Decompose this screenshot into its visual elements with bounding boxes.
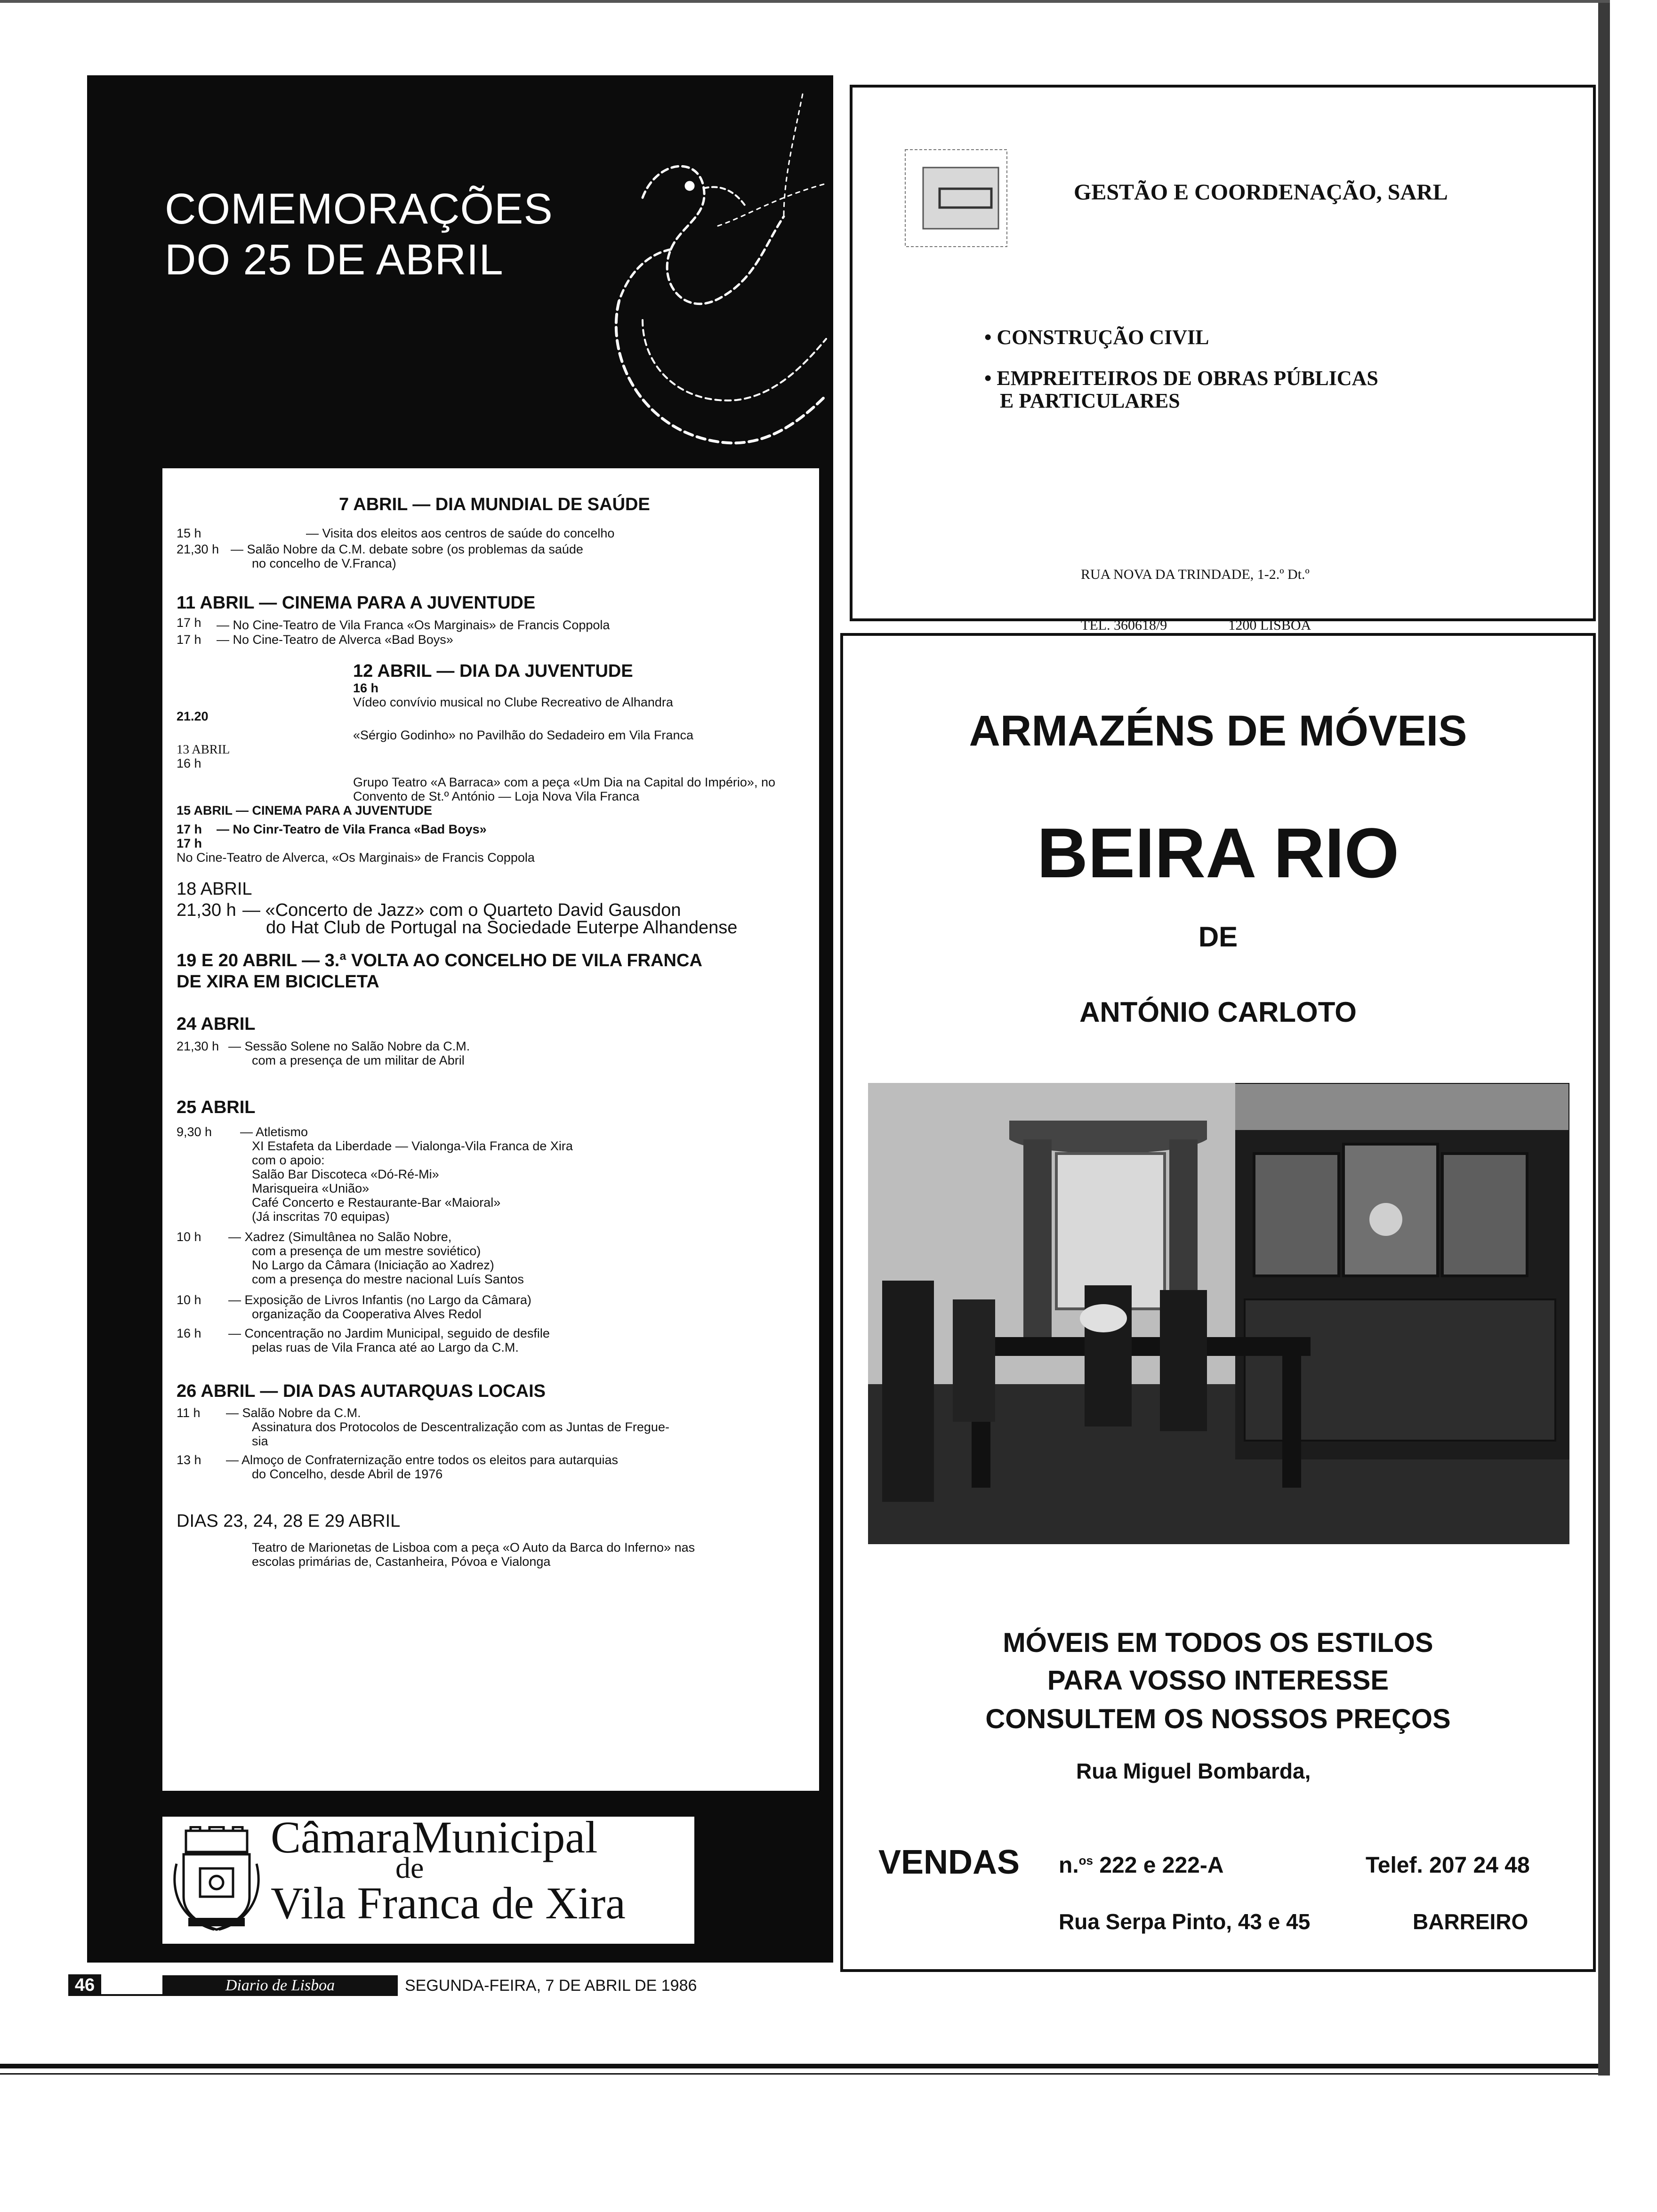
time: 10 h <box>177 1293 201 1307</box>
dove-illustration <box>501 75 831 480</box>
event-text: No Cine-Teatro de Alverca, «Os Marginais» de Francis Coppola <box>177 850 535 865</box>
municipal-word: Municipal <box>412 1812 598 1862</box>
event-text: — Almoço de Confraternização entre todos os eleitos para autarquias <box>226 1453 618 1467</box>
event-text: (Já inscritas 70 equipas) <box>252 1210 390 1224</box>
event-text: — No Cinr-Teatro de Vila Franca «Bad Boys» <box>217 822 487 836</box>
heading-apr15: 15 ABRIL — CINEMA PARA A JUVENTUDE <box>177 803 433 817</box>
commemoration-ad <box>87 75 833 1963</box>
event-text: com a presença de um militar de Abril <box>252 1053 465 1067</box>
event-text: organização da Cooperativa Alves Redol <box>252 1307 482 1321</box>
service-bullet: • CONSTRUÇÃO CIVIL <box>984 326 1209 349</box>
service-label: EMPREITEIROS DE OBRAS PÚBLICAS <box>997 367 1378 390</box>
event-text: escolas primárias de, Castanheira, Póvoa e Vialonga <box>252 1555 551 1569</box>
time: 17 h <box>177 616 201 630</box>
time: 10 h <box>177 1230 201 1244</box>
event-text: — «Concerto de Jazz» com o Quarteto David Gausdon <box>242 900 681 920</box>
time: 21,30 h <box>177 900 236 920</box>
telephone: Telef. 207 24 48 <box>1366 1853 1530 1878</box>
slogan-line: CONSULTEM OS NOSSOS PREÇOS <box>985 1704 1451 1734</box>
municipality-signature <box>162 1812 694 1944</box>
city: BARREIRO <box>1413 1909 1528 1934</box>
event-text: — Concentração no Jardim Municipal, seguido de desfile <box>228 1326 550 1340</box>
second-address: Rua Serpa Pinto, 43 e 45 <box>1059 1909 1311 1934</box>
ad-title <box>165 184 553 285</box>
heading-apr12: 12 ABRIL — DIA DA JUVENTUDE <box>353 661 633 681</box>
event-text: — Salão Nobre da C.M. <box>226 1406 361 1420</box>
event-text: do Concelho, desde Abril de 1976 <box>252 1467 443 1481</box>
event-text: no concelho de V.Franca) <box>252 556 396 570</box>
publication-date: SEGUNDA-FEIRA, 7 DE ABRIL DE 1986 <box>405 1977 697 1995</box>
event-text: Assinatura dos Protocolos de Descentralização com as Juntas de Fregue- <box>252 1420 669 1434</box>
beira-rio-ad <box>840 633 1596 1972</box>
gestao-coordenacao-ad <box>850 85 1596 633</box>
event-text: — No Cine-Teatro de Alverca «Bad Boys» <box>217 633 453 647</box>
event-text: No Largo da Câmara (Iniciação ao Xadrez) <box>252 1258 494 1272</box>
event-text: do Hat Club de Portugal na Sociedade Euterpe Alhandense <box>266 918 738 938</box>
heading-apr25: 25 ABRIL <box>177 1098 256 1117</box>
city: 1200 LISBOA <box>1228 617 1311 633</box>
store-name: BEIRA RIO <box>1037 813 1400 892</box>
event-text: Salão Bar Discoteca «Dó-Ré-Mi» <box>252 1167 439 1181</box>
title-line-2: DO 25 DE ABRIL <box>165 236 504 284</box>
event-text: — Xadrez (Simultânea no Salão Nobre, <box>228 1230 452 1244</box>
event-text: — Exposição de Livros Infantis (no Largo da Câmara) <box>228 1293 531 1307</box>
heading-apr7: 7 ABRIL — DIA MUNDIAL DE SAÚDE <box>339 495 650 514</box>
heading-apr19-cont: DE XIRA EM BICICLETA <box>177 972 379 992</box>
numbers-sup: os <box>1078 1853 1093 1867</box>
service-label: CONSTRUÇÃO CIVIL <box>997 326 1209 349</box>
heading-apr18: 18 ABRIL <box>177 879 252 899</box>
street-address: Rua Miguel Bombarda, <box>1076 1759 1311 1783</box>
telephone: TEL. 360618/9 <box>1081 617 1167 633</box>
event-text: — Sessão Solene no Salão Nobre da C.M. <box>228 1039 470 1053</box>
event-text: — No Cine-Teatro de Vila Franca «Os Marginais» de Francis Coppola <box>217 618 610 632</box>
time: 11 h <box>177 1406 201 1420</box>
time: 16 h <box>353 681 379 695</box>
heading-apr26: 26 ABRIL — DIA DAS AUTARQUAS LOCAIS <box>177 1381 546 1401</box>
heading-apr24: 24 ABRIL <box>177 1014 256 1034</box>
numbers-prefix: n. <box>1059 1853 1079 1878</box>
event-text: «Sérgio Godinho» no Pavilhão do Sedadeiro em Vila Franca <box>353 728 693 742</box>
event-text: sia <box>252 1434 268 1448</box>
municipal-crest-icon <box>172 1826 261 1934</box>
event-text: com o apoio: <box>252 1153 325 1167</box>
time: 15 h <box>177 526 201 540</box>
title-line-1: COMEMORAÇÕES <box>165 185 553 233</box>
event-text: XI Estafeta da Liberdade — Vialonga-Vila Franca de Xira <box>252 1139 573 1153</box>
event-text: Vídeo convívio musical no Clube Recreativo de Alhandra <box>353 695 673 709</box>
sales-label: VENDAS <box>878 1843 1020 1881</box>
newspaper-masthead: Diario de Lisboa <box>162 1975 398 1996</box>
ad-headline: ARMAZÉNS DE MÓVEIS <box>969 707 1467 755</box>
time: 21,30 h <box>177 1039 219 1053</box>
address-line: RUA NOVA DA TRINDADE, 1-2.º Dt.º <box>1081 567 1310 582</box>
furniture-photo <box>868 1083 1569 1544</box>
time: 17 h <box>177 836 202 850</box>
event-text: pelas ruas de Vila Franca até ao Largo da C.M. <box>252 1340 519 1354</box>
numbers: 222 e 222-A <box>1093 1853 1224 1878</box>
event-text: Teatro de Marionetas de Lisboa com a peça «O Auto da Barca do Inferno» nas <box>252 1540 695 1555</box>
event-text: — Salão Nobre da C.M. debate sobre (os problemas da saúde <box>231 542 583 556</box>
time: 21,30 h <box>177 542 219 556</box>
time: 16 h <box>177 756 201 770</box>
event-text: com a presença de um mestre soviético) <box>252 1244 481 1258</box>
slogan-line: MÓVEIS EM TODOS OS ESTILOS <box>1003 1627 1433 1658</box>
street-numbers <box>1059 1852 1224 1878</box>
vila-franca-de-xira: Vila Franca de Xira <box>271 1878 626 1928</box>
event-text: — Visita dos eleitos aos centros de saúde do concelho <box>306 526 615 540</box>
time: 17 h <box>177 822 202 836</box>
heading-apr11: 11 ABRIL — CINEMA PARA A JUVENTUDE <box>177 593 536 613</box>
time: 16 h <box>177 1326 201 1340</box>
page-bottom-rule <box>0 2064 1610 2068</box>
slogan-line: PARA VOSSO INTERESSE <box>1047 1665 1389 1696</box>
page-top-edge <box>0 0 1610 3</box>
page-edge-shadow <box>1598 0 1610 2076</box>
service-bullet: • EMPREITEIROS DE OBRAS PÚBLICAS <box>984 367 1378 390</box>
company-logo <box>904 149 1008 248</box>
event-text: Café Concerto e Restaurante-Bar «Maioral» <box>252 1195 501 1210</box>
black-corner-block <box>694 1817 819 1915</box>
event-text: — Atletismo <box>240 1125 308 1139</box>
time: 21.20 <box>177 709 209 723</box>
heading-apr19: 19 E 20 ABRIL — 3.ª VOLTA AO CONCELHO DE VILA FRANCA <box>177 951 702 970</box>
store-de: DE <box>1198 921 1238 953</box>
footer-rule <box>101 1994 162 1996</box>
page-bottom-rule-thin <box>0 2073 1610 2075</box>
page-number: 46 <box>68 1974 101 1996</box>
time: 13 h <box>177 1453 201 1467</box>
time: 9,30 h <box>177 1125 212 1139</box>
camara-word: Câmara <box>271 1812 411 1862</box>
company-name: GESTÃO E COORDENAÇÃO, SARL <box>1074 180 1448 205</box>
de-word: de <box>395 1851 424 1884</box>
heading-dias: DIAS 23, 24, 28 E 29 ABRIL <box>177 1511 401 1531</box>
heading-apr13: 13 ABRIL <box>177 742 230 756</box>
event-text: Grupo Teatro «A Barraca» com a peça «Um Dia na Capital do Império», no <box>353 775 775 789</box>
time: 17 h <box>177 633 201 647</box>
events-schedule <box>162 468 819 1791</box>
event-text: Convento de St.º António — Loja Nova Vila Franca <box>353 789 640 803</box>
event-text: Marisqueira «União» <box>252 1181 370 1195</box>
owner-name: ANTÓNIO CARLOTO <box>1079 996 1357 1028</box>
event-text: com a presença do mestre nacional Luís Santos <box>252 1272 524 1286</box>
service-label-cont: E PARTICULARES <box>1000 389 1180 412</box>
